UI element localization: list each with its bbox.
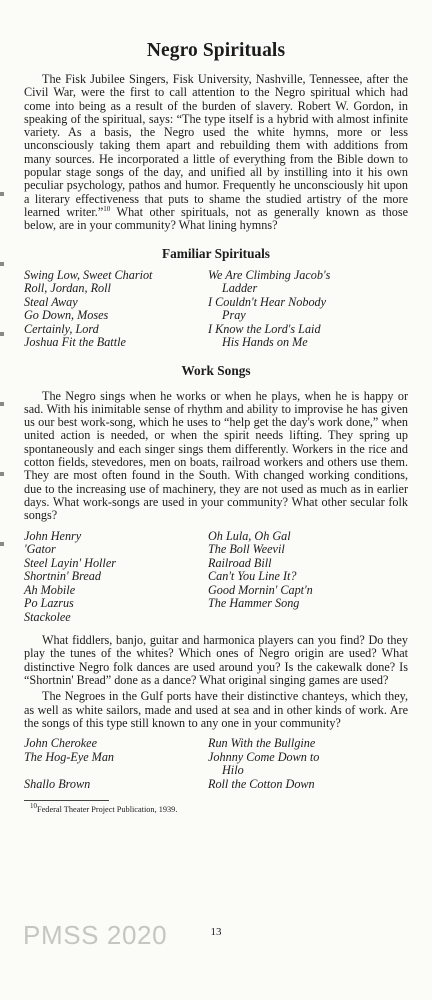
gulf-ports-paragraph: The Negroes in the Gulf ports have their distinctive chanteys, which they, as well as white sailors, made and used at sea and in other kinds of work. Are the songs of this type still known to any one in your community? [24,689,408,730]
work-songs-right-column [208,530,408,625]
list-item: John Cherokee [24,736,97,751]
list-item: Ah Mobile [24,582,76,597]
page-number: 13 [210,926,222,938]
list-item: Johnny Come Down to [208,749,320,764]
list-item: 'Gator [24,542,56,557]
list-item-continuation: Pray [222,308,246,323]
intro-text: The Fisk Jubilee Singers, Fisk University, Nashville, Tennessee, after the Civil War, were the first to call attention to the Negro spiritual which had come into being as a result of the burden of slavery. Robert W. Gordon, in speaking of the spiritual, says: “The type itself is a hybrid with almost infinite variety. As a basis, the Negro used the white hymns, more or less unconsciously taking them apart and rebuilding them with additions from many sources. He incorporated a little of everything from the Bible down to popular stage songs of the day, and unified all by instilling into it his own peculiar psychology, pathos and humor. Frequently he unconsciously hit upon a literary effectiveness that puts to shame the studied artistry of the more learned writer.” [24,72,408,219]
list-item: Good Mornin' Capt'n [208,582,313,597]
footnote-mark: 10 [30,802,37,811]
list-item: Run With the Bullgine [208,736,316,751]
list-item: Shallo Brown [24,776,91,791]
intro-paragraph [24,73,408,233]
list-item: Oh Lula, Oh Gal [208,528,291,543]
chanteys-right-column [208,737,408,791]
list-item: I Couldn't Hear Nobody [208,294,327,309]
work-songs-left-column [24,530,202,625]
list-item: The Hog-Eye Man [24,749,115,764]
list-item: Roll, Jordan, Roll [24,281,111,296]
familiar-spirituals-right-column [208,269,408,350]
familiar-spirituals-list [24,269,408,350]
list-item: Shortnin' Bread [24,569,101,584]
list-item: John Henry [24,528,82,543]
list-item-continuation: His Hands on Me [222,335,308,350]
work-songs-heading: Work Songs [181,362,251,378]
list-item: Swing Low, Sweet Chariot [24,267,153,282]
list-item: The Hammer Song [208,596,300,611]
list-item: Joshua Fit the Battle [24,335,126,350]
list-item: Roll the Cotton Down [208,776,315,791]
footnote-text: Federal Theater Project Publication, 1939. [37,805,178,815]
list-item: Railroad Bill [208,555,272,570]
binding-edge [0,170,4,590]
list-item: The Boll Weevil [208,542,285,557]
list-item: Steal Away [24,294,78,309]
footnote-reference: 10 [103,204,111,213]
familiar-spirituals-heading: Familiar Spirituals [162,245,270,261]
page-title: Negro Spirituals [146,40,286,61]
list-item: Steel Layin' Holler [24,555,116,570]
list-item-continuation: Ladder [222,281,258,296]
list-item: Go Down, Moses [24,308,109,323]
familiar-spirituals-left-column [24,269,202,350]
fiddlers-paragraph: What fiddlers, banjo, guitar and harmonica players can you find? Do they play the tunes of the whites? Which ones of Negro origin are used? What distinctive Negro folk dances are used around you? Is the cakewalk done? Is “Shortnin' Bread” done as a dance? What original singing games are used? [24,633,408,687]
chanteys-left-column [24,737,202,791]
list-item: Certainly, Lord [24,321,99,336]
list-item: I Know the Lord's Laid [208,321,321,336]
work-songs-list [24,530,408,625]
footnote-divider [24,800,109,801]
archive-watermark: PMSS 2020 [23,920,168,950]
document-page [24,40,408,815]
list-item: Stackolee [24,609,71,624]
list-item: Po Lazrus [24,596,74,611]
list-item: Can't You Line It? [208,569,297,584]
footnote [24,804,408,815]
intro-text-after: What other spirituals, not as generally known as those below, are in your community? What lining hymns? [24,204,408,233]
chanteys-list [24,737,408,791]
list-item: We Are Climbing Jacob's [208,267,331,282]
work-songs-paragraph: The Negro sings when he works or when he plays, when he is happy or sad. With his inimitable sense of rhythm and ability to improvise he has given us our best work-song, which he uses to “help get the day's work done,” when united action is needed, or when the spirit needs lifting. They spring up spontaneously and each singer sings them differently. Workers in the rice and cotton fields, stevedores, men on boats, railroad workers and others use them. They are most often found in the South. With changed working conditions, due to the increasing use of machinery, they are not used as much as in earlier days. What work-songs are used in your community? What other secular folk songs? [24,388,408,523]
list-item-continuation: Hilo [222,763,244,778]
list-item-spacer [24,764,202,778]
